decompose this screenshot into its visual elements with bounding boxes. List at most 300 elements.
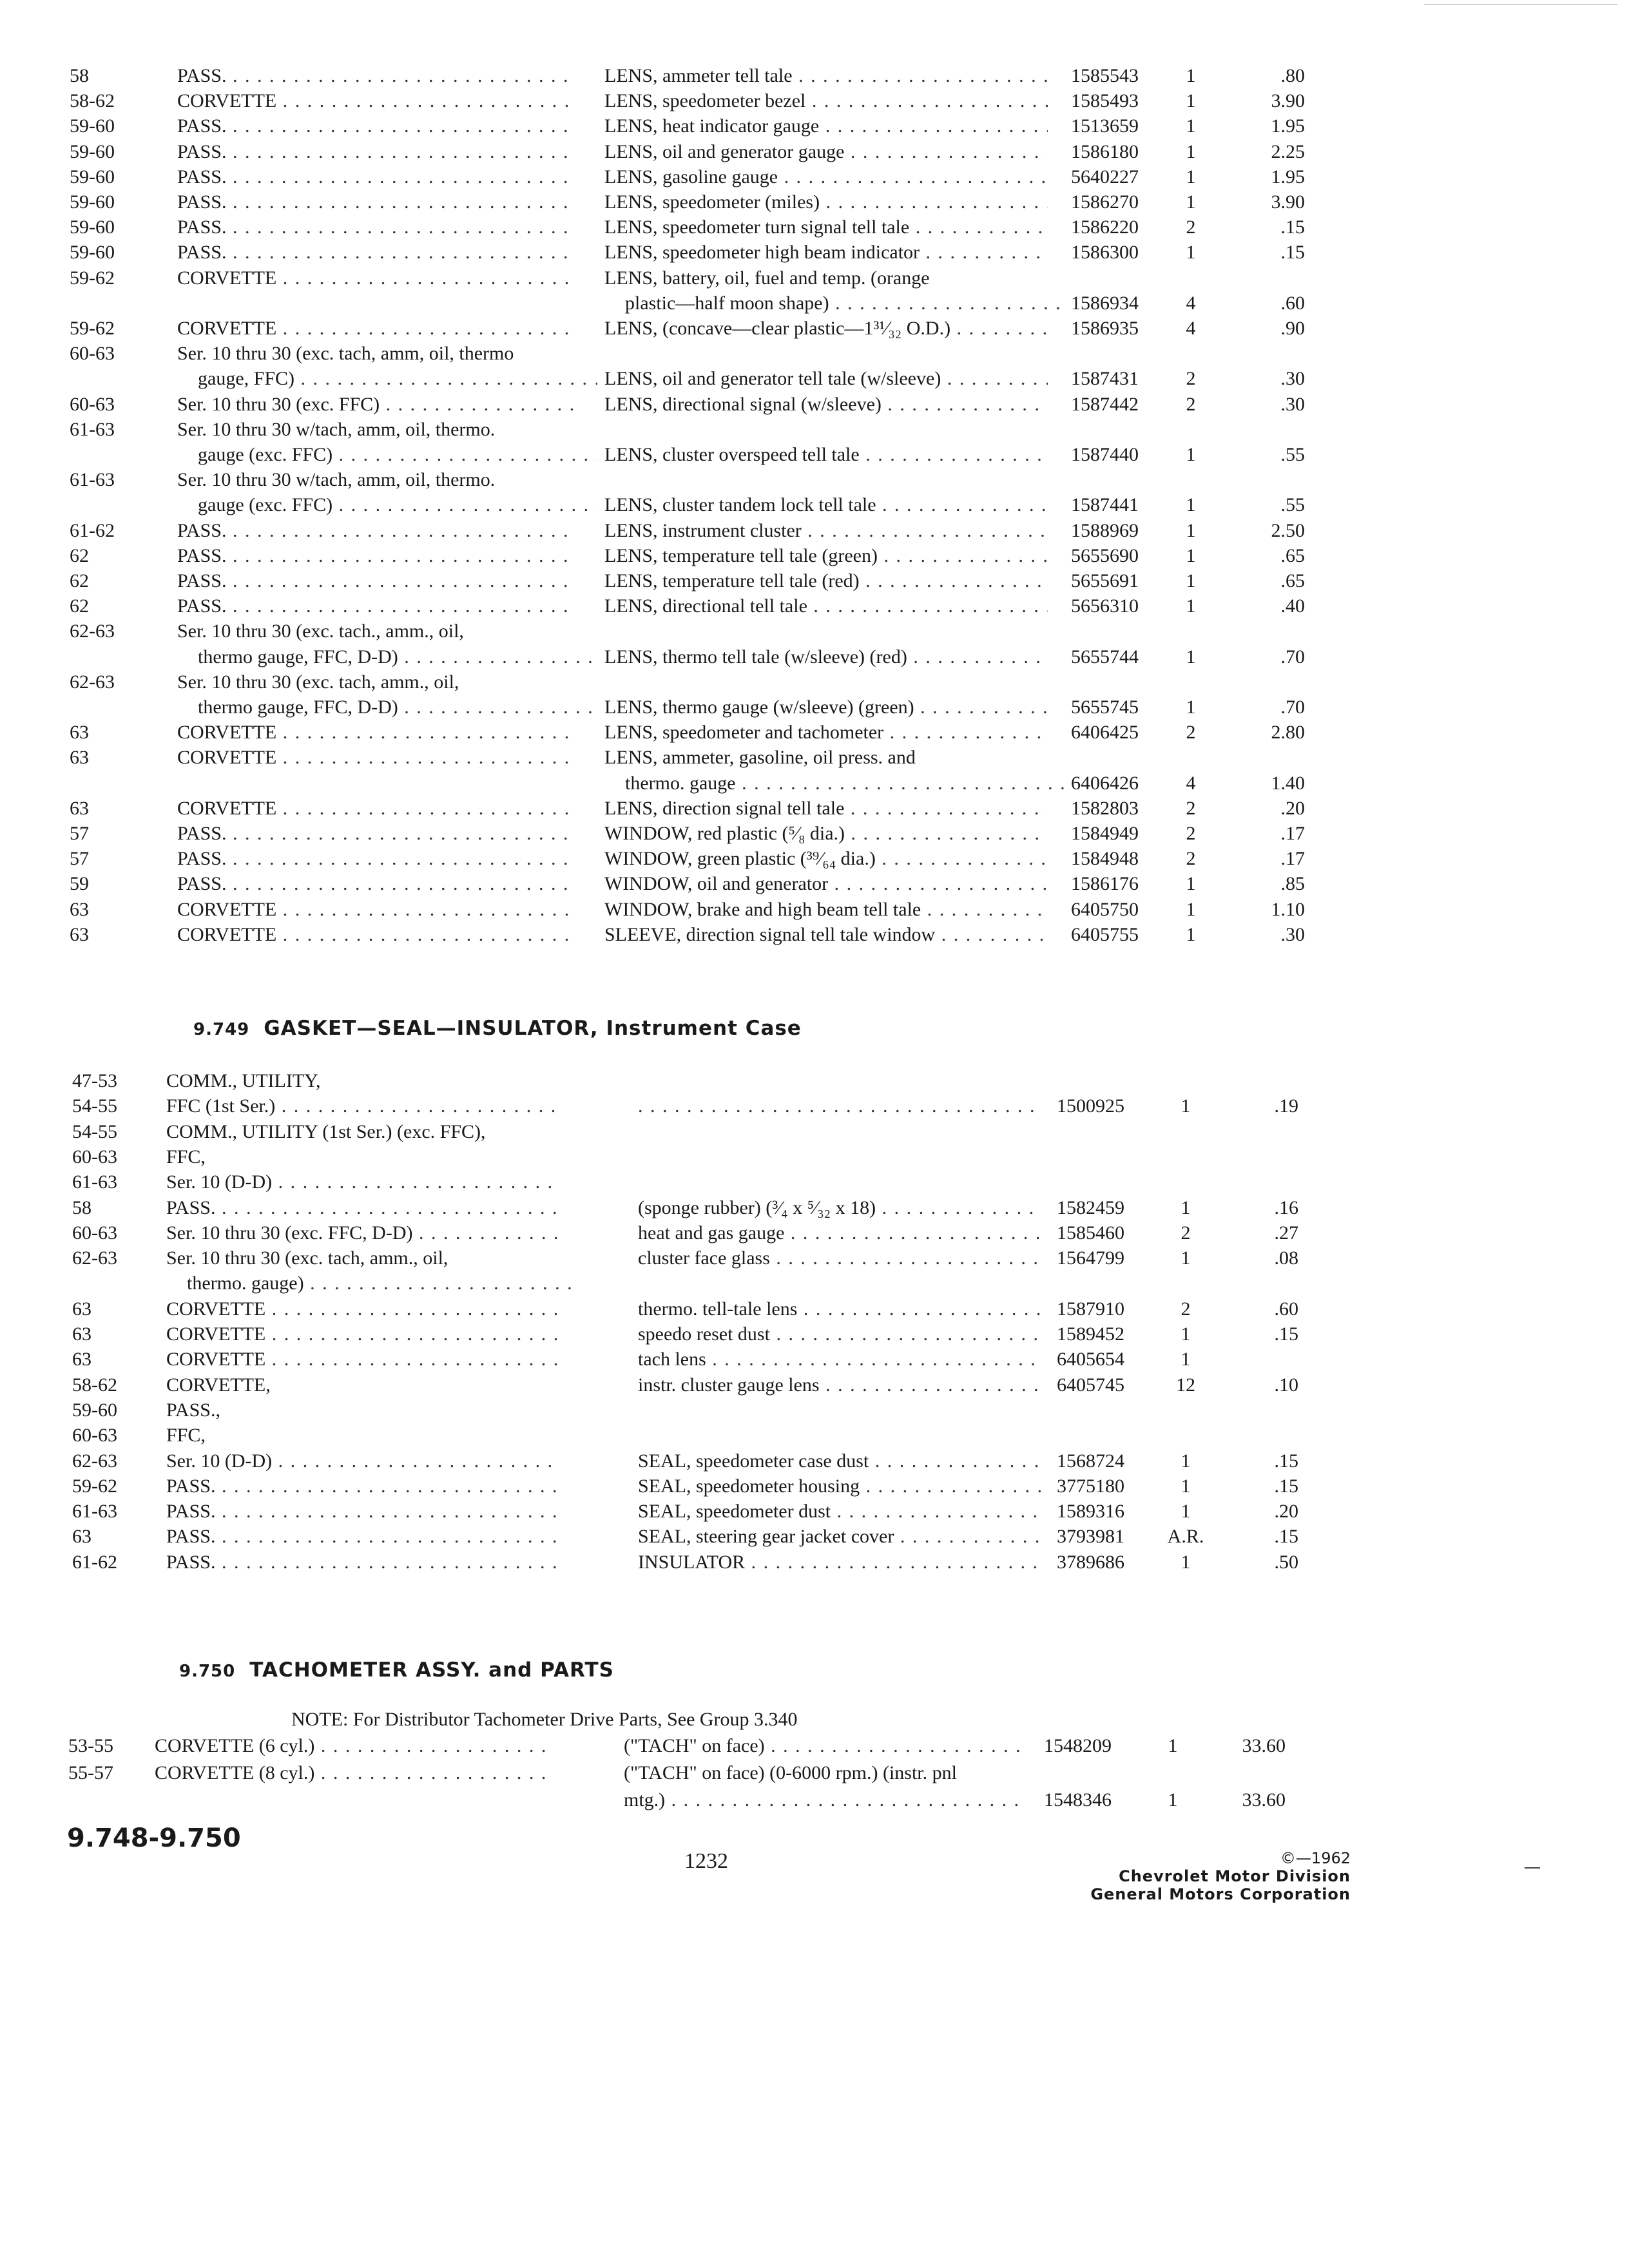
model-cell: Ser. 10 (D-D) . . . [166,1448,559,1474]
quantity-cell: A.R. [1167,1526,1204,1548]
part-number-cell: 1587442 [1071,393,1139,415]
table-row [0,1271,1629,1296]
model-cell: Ser. 10 thru 30 (exc. tach, amm., oil, [177,671,459,693]
price-cell: .65 [1280,570,1305,591]
part-number-cell: 6405654 [1057,1349,1124,1370]
quantity-cell [1171,619,1210,644]
quantity-cell: 12 [1176,1374,1195,1396]
model-cell: PASS. . . . [166,1499,559,1524]
year-cell: 57 [70,848,89,870]
model-cell: PASS. . . . [177,240,577,265]
price-cell: 33.60 [1242,1735,1286,1756]
part-number-cell: 1587910 [1057,1298,1124,1320]
table-row [0,1423,1629,1448]
table-row [0,215,1629,240]
quantity-cell: 1 [1186,697,1196,718]
price-cell: .27 [1274,1222,1298,1244]
quantity-cell: 2 [1186,848,1196,870]
table-row [0,316,1629,341]
model-cell: CORVETTE . . . [177,720,577,745]
price-cell: .10 [1274,1374,1298,1396]
model-cell: PASS. . . . [177,113,577,139]
table-row [0,417,1629,443]
year-cell: 59-62 [72,1475,117,1497]
year-cell: 61-63 [70,418,115,440]
part-number-cell: 1586180 [1071,140,1139,162]
price-cell: 2.50 [1271,519,1305,541]
table-row [0,139,1629,165]
description-cell: instr. cluster gauge lens . . . [638,1372,1041,1398]
part-number-cell: 1586935 [1071,318,1139,339]
model-cell: CORVETTE . . . [177,88,577,114]
description-cell: thermo. tell-tale lens . . . [638,1296,1041,1322]
price-cell [1215,1760,1286,1786]
quantity-cell [1160,1119,1211,1145]
quantity-cell: 1 [1186,140,1196,162]
model-cell [177,291,577,316]
model-cell: CORVETTE, [166,1374,271,1396]
description-cell: SLEEVE, direction signal tell tale window . . . [604,922,1048,948]
model-cell: PASS. . . . [177,63,577,89]
part-number-cell: 1586176 [1071,873,1139,895]
table-row [0,265,1629,291]
quantity-cell: 1 [1168,1789,1178,1811]
year-cell: 60-63 [72,1425,117,1446]
year-cell: 60-63 [70,343,115,365]
table-row [0,291,1629,316]
table-row [0,88,1629,114]
model-cell: Ser. 10 thru 30 (exc. tach, amm, oil, thermo [177,343,514,365]
description-cell: LENS, (concave—clear plastic—1³¹⁄₃₂ O.D.) . . . [604,316,1048,341]
quantity-cell [1160,1398,1211,1423]
description-cell: LENS, gasoline gauge . . . [604,164,1048,190]
price-cell: .08 [1274,1247,1298,1269]
model-cell: Ser. 10 thru 30 (exc. FFC) . . . [177,392,577,418]
quantity-cell: 1 [1186,873,1196,895]
model-cell: PASS. . . . [177,215,577,240]
description-cell: INSULATOR . . . [638,1550,1041,1575]
model-cell: PASS. . . . [177,139,577,165]
year-cell: 55-57 [68,1762,113,1783]
section-title-bold: GASKET—SEAL—INSULATOR, [264,1017,599,1040]
year-cell: 59 [70,873,89,895]
model-cell: CORVETTE . . . [177,922,577,948]
section-number: 9.750 [179,1662,236,1681]
table-row [0,492,1629,518]
model-cell: PASS., [166,1399,220,1421]
description-cell: WINDOW, red plastic (⁵⁄₈ dia.) . . . [604,821,1048,847]
model-cell: FFC, [166,1425,206,1446]
price-cell: .55 [1280,444,1305,465]
table-row [0,568,1629,594]
model-cell: Ser. 10 thru 30 (exc. FFC, D-D) . . . [166,1220,559,1246]
year-cell: 59-62 [70,318,115,339]
model-cell: PASS. . . . [177,189,577,215]
year-cell: 63 [72,1526,92,1548]
year-cell: 61-62 [70,519,115,541]
part-number-cell: 1564799 [1057,1247,1124,1269]
table-row [0,392,1629,418]
description-cell [604,669,1048,695]
price-cell [1228,1398,1298,1423]
price-cell: .30 [1280,393,1305,415]
year-cell: 61-63 [72,1171,117,1193]
price-cell: .60 [1280,292,1305,314]
table-row [0,113,1629,139]
model-cell: Ser. 10 thru 30 w/tach, amm, oil, thermo. [177,469,496,491]
year-cell: 58-62 [72,1374,117,1396]
table-row [0,1787,1629,1813]
model-cell: gauge, FFC) . . . [177,366,597,392]
price-cell: .17 [1280,848,1305,870]
year-cell [70,442,147,468]
model-cell: PASS. . . . [177,164,577,190]
part-number-cell: 1589316 [1057,1501,1124,1523]
description-cell: LENS, heat indicator gauge . . . [604,113,1048,139]
part-number-cell [1071,619,1155,644]
quantity-cell [1171,417,1210,443]
description-cell: LENS, instrument cluster . . . [604,518,1048,544]
table-row [0,1733,1629,1759]
scan-edge-mark [1424,4,1617,5]
model-cell: CORVETTE . . . [177,316,577,341]
quantity-cell [1171,467,1210,493]
year-cell [70,366,147,392]
part-number-cell: 5655745 [1071,697,1139,718]
section-note: NOTE: For Distributor Tachometer Drive Parts, See Group 3.340 [291,1709,798,1730]
table-row [0,897,1629,923]
price-cell: .70 [1280,697,1305,718]
quantity-cell [1153,1760,1192,1786]
description-cell [638,1398,1041,1423]
table-row [0,63,1629,89]
price-cell: .15 [1274,1450,1298,1472]
part-number-cell [1057,1169,1141,1195]
price-cell: 3.90 [1271,191,1305,213]
model-cell: CORVETTE (6 cyl.) . . . [155,1733,548,1759]
part-number-cell [1071,417,1155,443]
price-cell [1234,417,1305,443]
year-cell: 47-53 [72,1070,117,1091]
description-cell [604,417,1048,443]
description-cell: LENS, ammeter, gasoline, oil press. and [604,747,916,769]
quantity-cell: 1 [1186,570,1196,591]
price-cell [1228,1423,1298,1448]
year-cell [68,1787,146,1813]
scan-edge-mark [1525,1867,1540,1869]
model-cell: CORVETTE . . . [177,796,577,822]
quantity-cell: 1 [1186,191,1196,213]
model-cell: PASS. . . . [177,518,577,544]
description-cell: ("TACH" on face) (0-6000 rpm.) (instr. pnl [624,1762,957,1783]
price-cell: .15 [1274,1323,1298,1345]
price-cell: .60 [1274,1298,1298,1320]
model-cell: Ser. 10 thru 30 w/tach, amm, oil, thermo. [177,418,496,440]
price-cell [1228,1271,1298,1296]
price-cell: .65 [1280,544,1305,566]
part-number-cell: 1582459 [1057,1196,1124,1218]
quantity-cell: 2 [1181,1298,1191,1320]
description-cell [638,1271,1041,1296]
part-number-cell: 1568724 [1057,1450,1124,1472]
part-number-cell: 1584948 [1071,848,1139,870]
table-row [0,1524,1629,1550]
year-cell: 54-55 [72,1095,117,1117]
quantity-cell [1171,341,1210,367]
part-number-cell: 5640227 [1071,166,1139,187]
year-cell: 62 [70,595,89,617]
year-cell: 62-63 [70,671,115,693]
model-cell: Ser. 10 thru 30 (exc. tach, amm., oil, [166,1247,448,1269]
table-row [0,467,1629,493]
year-cell: 62-63 [72,1450,117,1472]
table-row [0,240,1629,265]
table-row [0,1093,1629,1119]
quantity-cell: 1 [1186,115,1196,137]
copyright-block [1057,1849,1351,1903]
quantity-cell: 1 [1186,90,1196,112]
table-row [0,366,1629,392]
quantity-cell: 1 [1168,1735,1178,1756]
description-cell: tach lens . . . [638,1347,1041,1372]
year-cell: 60-63 [70,393,115,415]
year-cell: 59-60 [72,1399,117,1421]
description-cell: heat and gas gauge . . . [638,1220,1041,1246]
year-cell [70,771,147,796]
model-cell: PASS. . . . [177,593,577,619]
part-number-cell: 1586270 [1071,191,1139,213]
table-row [0,1144,1629,1170]
quantity-cell [1171,669,1210,695]
quantity-cell: 2 [1181,1222,1191,1244]
section-number: 9.749 [193,1020,250,1039]
part-number-cell [1057,1144,1141,1170]
table-row [0,1169,1629,1195]
model-cell: PASS. . . . [177,871,577,897]
model-cell: PASS. . . . [166,1474,559,1499]
part-number-cell: 6405750 [1071,898,1139,920]
table-row [0,846,1629,872]
description-cell: SEAL, speedometer case dust . . . [638,1448,1041,1474]
model-cell: CORVETTE . . . [177,897,577,923]
part-number-cell: 1587440 [1071,444,1139,465]
year-cell: 59-60 [70,115,115,137]
description-cell: LENS, speedometer turn signal tell tale . . . [604,215,1048,240]
year-cell [72,1271,149,1296]
price-cell: .19 [1274,1095,1298,1117]
year-cell: 63 [72,1349,92,1370]
price-cell: 3.90 [1271,90,1305,112]
quantity-cell: 1 [1186,519,1196,541]
part-number-cell: 1587441 [1071,494,1139,516]
price-cell: .15 [1280,242,1305,264]
part-number-cell: 5655690 [1071,544,1139,566]
year-cell: 63 [70,797,89,819]
part-number-cell: 1589452 [1057,1323,1124,1345]
description-cell: LENS, cluster overspeed tell tale . . . [604,442,1048,468]
year-cell: 60-63 [72,1146,117,1168]
quantity-cell [1171,265,1210,291]
description-cell: WINDOW, green plastic (³⁹⁄₆₄ dia.) . . . [604,846,1048,872]
price-cell: 1.95 [1271,115,1305,137]
year-cell: 59-60 [70,166,115,187]
part-number-cell [1071,669,1155,695]
year-cell: 60-63 [72,1222,117,1244]
price-cell [1234,467,1305,493]
table-row [0,1372,1629,1398]
model-cell: CORVETTE . . . [166,1296,559,1322]
price-cell: .20 [1274,1501,1298,1523]
table-row [0,1220,1629,1246]
price-cell: .55 [1280,494,1305,516]
quantity-cell: 1 [1186,65,1196,86]
year-cell: 59-60 [70,191,115,213]
model-cell: PASS. . . . [177,543,577,569]
quantity-cell: 2 [1186,797,1196,819]
section-heading-9-750 [179,1658,614,1682]
quantity-cell: 1 [1186,646,1196,668]
table-row [0,821,1629,847]
part-number-cell: 1584949 [1071,823,1139,844]
model-cell: thermo gauge, FFC, D-D) . . . [177,644,597,670]
model-cell: CORVETTE . . . [166,1347,559,1372]
price-cell [1234,745,1305,771]
section-heading-9-749 [193,1017,802,1040]
model-cell: FFC, [166,1146,206,1168]
table-row [0,1474,1629,1499]
price-cell: .15 [1280,216,1305,238]
table-row [0,1550,1629,1575]
part-number-cell: 1586220 [1071,216,1139,238]
part-number-cell: 1586300 [1071,242,1139,264]
copyright-year: ©—1962 [1280,1849,1351,1867]
description-cell: mtg.) . . . [624,1787,1027,1813]
part-number-cell: 1513659 [1071,115,1139,137]
year-cell: 62 [70,544,89,566]
description-cell: LENS, oil and generator gauge . . . [604,139,1048,165]
year-cell: 63 [70,923,89,945]
price-cell [1234,669,1305,695]
table-row [0,164,1629,190]
quantity-cell: 1 [1186,544,1196,566]
part-number-cell: 1588969 [1071,519,1139,541]
year-cell: 61-62 [72,1551,117,1573]
model-cell: PASS. . . . [177,846,577,872]
table-row [0,1499,1629,1524]
table-row [0,543,1629,569]
quantity-cell: 1 [1186,444,1196,465]
table-row [0,669,1629,695]
description-cell: LENS, directional signal (w/sleeve) . . . [604,392,1048,418]
price-cell: .70 [1280,646,1305,668]
model-cell: PASS. . . . [166,1195,559,1221]
table-row [0,341,1629,367]
table-row [0,442,1629,468]
year-cell: 61-63 [72,1501,117,1523]
price-cell: .40 [1280,595,1305,617]
quantity-cell: 2 [1186,216,1196,238]
description-cell: LENS, ammeter tell tale . . . [604,63,1048,89]
model-cell: FFC (1st Ser.) . . . [166,1093,559,1119]
description-cell [638,1144,1041,1170]
price-cell [1234,619,1305,644]
description-cell: LENS, battery, oil, fuel and temp. (orange [604,267,930,289]
part-number-cell: 1582803 [1071,797,1139,819]
description-cell: LENS, directional tell tale . . . [604,593,1048,619]
model-cell: CORVETTE . . . [177,265,577,291]
quantity-cell [1171,745,1210,771]
description-cell: WINDOW, oil and generator . . . [604,871,1048,897]
year-cell: 62-63 [70,620,115,642]
table-row [0,1760,1629,1786]
price-cell: .90 [1280,318,1305,339]
description-cell [604,341,1048,367]
price-cell: .50 [1274,1551,1298,1573]
year-cell [70,695,147,720]
year-cell: 59-60 [70,242,115,264]
model-cell: gauge (exc. FFC) . . . [177,442,597,468]
section-title: TACHOMETER ASSY. and PARTS [249,1658,614,1682]
year-cell: 63 [72,1323,92,1345]
part-number-cell: 1585460 [1057,1222,1124,1244]
quantity-cell [1160,1144,1211,1170]
table-row [0,1296,1629,1322]
price-cell: .15 [1274,1475,1298,1497]
part-number-cell: 1500925 [1057,1095,1124,1117]
quantity-cell: 1 [1181,1095,1191,1117]
description-cell: LENS, speedometer high beam indicator . . . [604,240,1048,265]
price-cell [1228,1169,1298,1195]
part-number-cell: 3789686 [1057,1551,1124,1573]
price-cell: 1.40 [1271,772,1305,794]
division-name: Chevrolet Motor Division [1119,1867,1351,1885]
table-row [0,1398,1629,1423]
table-row [0,1245,1629,1271]
year-cell: 63 [70,747,89,769]
part-number-cell: 5655744 [1071,646,1139,668]
year-cell: 63 [70,898,89,920]
description-cell: LENS, oil and generator tell tale (w/sleeve) . . . [604,366,1048,392]
price-cell: .30 [1280,923,1305,945]
price-cell: .17 [1280,823,1305,844]
quantity-cell: 1 [1186,242,1196,264]
quantity-cell: 4 [1186,318,1196,339]
part-number-cell [1057,1271,1141,1296]
table-row [0,1347,1629,1372]
quantity-cell: 1 [1181,1450,1191,1472]
price-cell: 2.80 [1271,722,1305,744]
description-cell: LENS, speedometer bezel . . . [604,88,1048,114]
table-row [0,644,1629,670]
price-cell: .30 [1280,368,1305,390]
quantity-cell: 4 [1186,772,1196,794]
price-cell [1228,1347,1298,1372]
quantity-cell: 4 [1186,292,1196,314]
description-cell [638,1423,1041,1448]
model-cell: COMM., UTILITY, [166,1070,321,1091]
table-row [0,796,1629,822]
price-cell: .85 [1280,873,1305,895]
description-cell [638,1068,1041,1094]
description-cell: WINDOW, brake and high beam tell tale . . . [604,897,1048,923]
quantity-cell: 1 [1181,1323,1191,1345]
part-number-cell: 6406426 [1071,772,1139,794]
description-cell: plastic—half moon shape) . . . [604,291,1068,316]
part-number-cell: 1587431 [1071,368,1139,390]
quantity-cell: 1 [1186,923,1196,945]
table-row [0,1448,1629,1474]
table-row [0,695,1629,720]
